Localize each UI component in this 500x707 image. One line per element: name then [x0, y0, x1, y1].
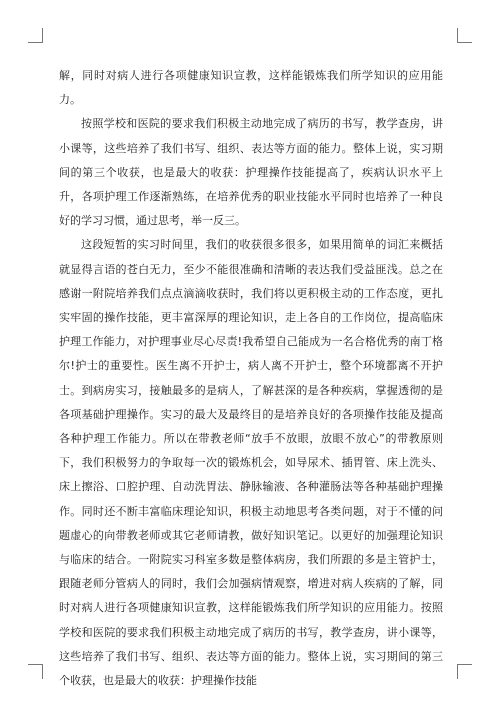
crop-mark-top-left	[28, 28, 43, 43]
document-body	[59, 64, 443, 693]
paragraph-records-skills: 按照学校和医院的要求我们积极主动地完成了病历的书写，教学查房，讲小课等，这些培养了我们书写、组织、表达等方面的能力。整体上说，实习期间的第三个收获，也是最大的收获：护理操作技能提高了，疾病认识水平上升，各项护理工作逐渐熟练，在培养优秀的职业技能水平同时也培养了一种良好的学习习惯，通过思考，举一反三。	[59, 117, 443, 228]
crop-mark-top-right	[457, 28, 472, 43]
crop-mark-bottom-left	[28, 664, 43, 679]
paragraph-summary: 这段短暂的实习时间里，我们的收获很多很多，如果用简单的词汇来概括就显得言语的苍白无力，至少不能很准确和清晰的表达我们受益匪浅。总之在感谢一附院培养我们点点滴滴收获时，我们将以更积极主动的工作态度，更扎实牢固的操作技能，更丰富深厚的理论知识，走上各自的工作岗位，提高临床护理工作能力，对护理事业尽心尽责!我希望自己能成为一名合格优秀的南丁格尔!护士的重要性。医生离不开护士，病人离不开护士，整个环境都离不开护士。到病房实习，接触最多的是病人，了解甚深的是各种疾病，掌握透彻的是各项基础护理操作。实习的最大及最终目的是培养良好的各项操作技能及提高各种护理工作能力。所以在带教老师“放手不放眼，放眼不放心”的带教原则下，我们积极努力的争取每一次的锻炼机会，如导尿术、插胃管、床上洗头、床上擦浴、口腔护理、自动洗胃法、静脉输液、各种灌肠法等各种基础护理操作。同时还不断丰富临床理论知识，积极主动地思考各类问题，对于不懂的问题虚心的向带教老师或其它老师请教，做好知识笔记。以更好的加强理论知识与临床的结合。一附院实习科室多数是整体病房，我们所跟的多是主管护士，跟随老师分管病人的同时，我们会加强病情观察，增进对病人疾病的了解，同时对病人进行各项健康知识宣教，这样能锻炼我们所学知识的应用能力。按照学校和医院的要求我们积极主动地完成了病历的书写，教学查房，讲小课等，这些培养了我们书写、组织、表达等方面的能力。整体上说，实习期间的第三个收获，也是最大的收获：护理操作技能	[59, 238, 443, 688]
crop-mark-bottom-right	[457, 664, 472, 679]
paragraph-continued: 解，同时对病人进行各项健康知识宣教，这样能锻炼我们所学知识的应用能力。	[59, 69, 443, 107]
